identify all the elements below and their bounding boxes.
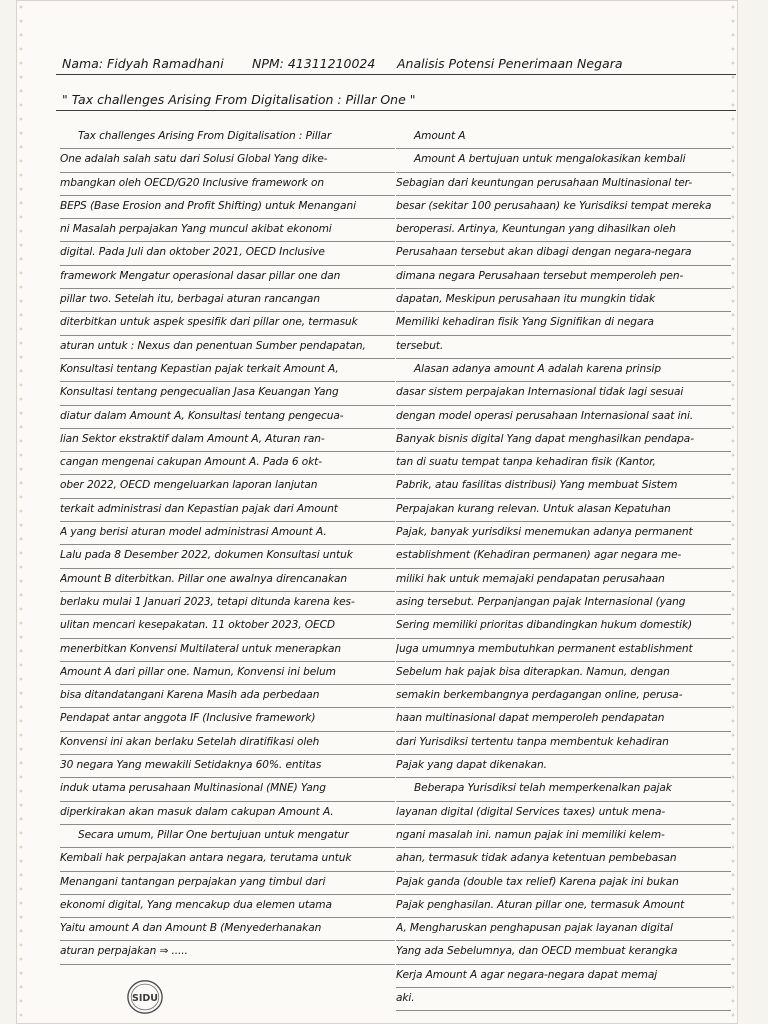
left-column-line: One adalah salah satu dari Solusi Global Yang dike- [60,149,395,172]
right-column-line: dengan model operasi perusahaan Internasional saat ini. [396,406,731,429]
right-column-line: Perusahaan tersebut akan dibagi dengan negara-negara [396,242,731,265]
right-column-line: haan multinasional dapat memperoleh pendapatan [396,708,731,731]
header-rule-2 [56,110,736,111]
right-column-line: Banyak bisnis digital Yang dapat menghasilkan pendapa- [396,429,731,452]
left-column-line: Tax challenges Arising From Digitalisation : Pillar [60,126,395,149]
right-column-line: Juga umumnya membutuhkan permanent establishment [396,639,731,662]
right-column-line: besar (sekitar 100 perusahaan) ke Yurisdiksi tempat mereka [396,196,731,219]
right-column-line: Beberapa Yurisdiksi telah memperkenalkan pajak [396,778,731,801]
student-name: Nama: Fidyah Ramadhani [62,56,224,71]
notebook-page [16,0,738,1024]
right-column-line: Sering memiliki prioritas dibandingkan hukum domestik) [396,615,731,638]
right-column-line: aki. [396,988,731,1011]
right-column-line: Sebelum hak pajak bisa diterapkan. Namun, dengan [396,662,731,685]
right-column-line: ahan, termasuk tidak adanya ketentuan pembebasan [396,848,731,871]
left-column-line: diterbitkan untuk aspek spesifik dari pillar one, termasuk [60,312,395,335]
right-column-line: Perpajakan kurang relevan. Untuk alasan Kepatuhan [396,499,731,522]
left-column-line: ulitan mencari kesepakatan. 11 oktober 2023, OECD [60,615,395,638]
left-column-line: Menangani tantangan perpajakan yang timbul dari [60,872,395,895]
left-column [60,126,395,965]
right-column-line: Pajak penghasilan. Aturan pillar one, termasuk Amount [396,895,731,918]
left-column-line: diatur dalam Amount A, Konsultasi tentang pengecua- [60,406,395,429]
right-column [396,126,731,1011]
left-column-line: berlaku mulai 1 Januari 2023, tetapi ditunda karena kes- [60,592,395,615]
right-column-line: layanan digital (digital Services taxes) untuk mena- [396,802,731,825]
right-column-line: Pabrik, atau fasilitas distribusi) Yang membuat Sistem [396,475,731,498]
right-column-line: Alasan adanya amount A adalah karena prinsip [396,359,731,382]
left-column-line: Konvensi ini akan berlaku Setelah diratifikasi oleh [60,732,395,755]
right-column-line: beroperasi. Artinya, Keuntungan yang dihasilkan oleh [396,219,731,242]
right-column-line: Kerja Amount A agar negara-negara dapat memaj [396,965,731,988]
right-column-line: Pajak yang dapat dikenakan. [396,755,731,778]
left-column-line: Konsultasi tentang pengecualian Jasa Keuangan Yang [60,382,395,405]
header-rule-1 [56,74,736,75]
left-column-line: pillar two. Setelah itu, berbagai aturan rancangan [60,289,395,312]
left-column-line: cangan mengenai cakupan Amount A. Pada 6 okt- [60,452,395,475]
right-column-line: dasar sistem perpajakan Internasional tidak lagi sesuai [396,382,731,405]
right-column-line: miliki hak untuk memajaki pendapatan perusahaan [396,569,731,592]
right-column-line: ngani masalah ini. namun pajak ini memiliki kelem- [396,825,731,848]
left-column-line: digital. Pada Juli dan oktober 2021, OECD Inclusive [60,242,395,265]
left-column-line: Pendapat antar anggota IF (Inclusive framework) [60,708,395,731]
course-title: Analisis Potensi Penerimaan Negara [397,56,623,71]
right-column-line: Memiliki kehadiran fisik Yang Signifikan di negara [396,312,731,335]
left-column-line: diperkirakan akan masuk dalam cakupan Amount A. [60,802,395,825]
left-column-line: Konsultasi tentang Kepastian pajak terkait Amount A, [60,359,395,382]
left-column-line: Amount A dari pillar one. Namun, Konvensi ini belum [60,662,395,685]
right-column-line: dimana negara Perusahaan tersebut memperoleh pen- [396,266,731,289]
right-column-line: Sebagian dari keuntungan perusahaan Multinasional ter- [396,173,731,196]
left-column-line: aturan perpajakan ⇒ ..... [60,941,395,964]
left-column-line: Kembali hak perpajakan antara negara, terutama untuk [60,848,395,871]
right-column-line: asing tersebut. Perpanjangan pajak Internasional (yang [396,592,731,615]
left-column-line: ekonomi digital, Yang mencakup dua elemen utama [60,895,395,918]
left-column-line: ni Masalah perpajakan Yang muncul akibat ekonomi [60,219,395,242]
left-column-line: bisa ditandatangani Karena Masih ada perbedaan [60,685,395,708]
right-column-line: Yang ada Sebelumnya, dan OECD membuat kerangka [396,941,731,964]
left-column-line: lian Sektor ekstraktif dalam Amount A, Aturan ran- [60,429,395,452]
right-column-line: Amount A [396,126,731,149]
left-column-line: BEPS (Base Erosion and Profit Shifting) untuk Menangani [60,196,395,219]
sidu-logo [126,978,164,1016]
left-column-line: aturan untuk : Nexus dan penentuan Sumber pendapatan, [60,336,395,359]
student-npm: NPM: 41311210024 [252,56,376,71]
left-column-line: mbangkan oleh OECD/G20 Inclusive framework on [60,173,395,196]
left-column-line: Amount B diterbitkan. Pillar one awalnya direncanakan [60,569,395,592]
right-column-line: establishment (Kehadiran permanen) agar negara me- [396,545,731,568]
right-column-line: A, Mengharuskan penghapusan pajak layanan digital [396,918,731,941]
right-column-line: dari Yurisdiksi tertentu tanpa membentuk kehadiran [396,732,731,755]
left-column-line: 30 negara Yang mewakili Setidaknya 60%. entitas [60,755,395,778]
left-column-line: menerbitkan Konvensi Multilateral untuk menerapkan [60,639,395,662]
left-column-line: framework Mengatur operasional dasar pillar one dan [60,266,395,289]
left-column-line: ober 2022, OECD mengeluarkan laporan lanjutan [60,475,395,498]
left-column-line: A yang berisi aturan model administrasi Amount A. [60,522,395,545]
topic-title: " Tax challenges Arising From Digitalisation : Pillar One " [62,92,416,107]
right-column-line: Amount A bertujuan untuk mengalokasikan kembali [396,149,731,172]
right-column-line: Pajak ganda (double tax relief) Karena pajak ini bukan [396,872,731,895]
right-column-line: Pajak, banyak yurisdiksi menemukan adanya permanent [396,522,731,545]
left-column-line: terkait administrasi dan Kepastian pajak dari Amount [60,499,395,522]
left-column-line: Lalu pada 8 Desember 2022, dokumen Konsultasi untuk [60,545,395,568]
right-column-line: semakin berkembangnya perdagangan online, perusa- [396,685,731,708]
right-column-line: dapatan, Meskipun perusahaan itu mungkin tidak [396,289,731,312]
left-column-line: induk utama perusahaan Multinasional (MNE) Yang [60,778,395,801]
left-column-line: Secara umum, Pillar One bertujuan untuk mengatur [60,825,395,848]
left-column-line: Yaitu amount A dan Amount B (Menyederhanakan [60,918,395,941]
left-margin-holes [16,0,26,1024]
right-column-line: tersebut. [396,336,731,359]
right-column-line: tan di suatu tempat tanpa kehadiran fisik (Kantor, [396,452,731,475]
sidu-logo-text: SIDU [132,992,158,1004]
